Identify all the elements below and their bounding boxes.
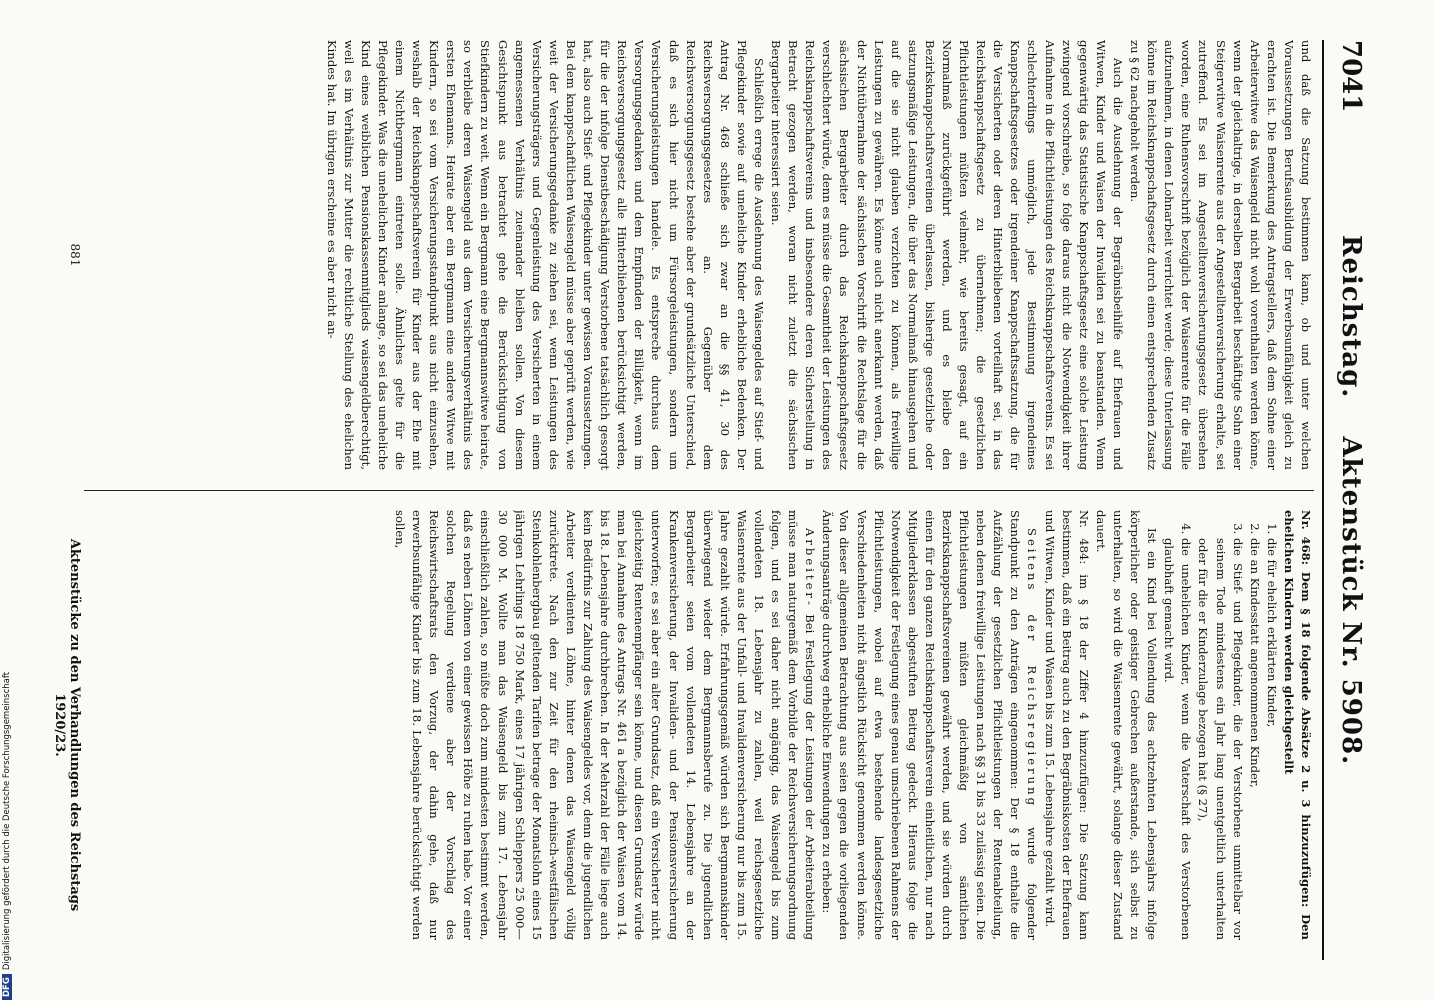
enumerated-list [1160,510,1280,940]
spaced-emphasis: Arbeiter- [803,528,818,608]
spaced-emphasis: Seitens der Reichsregierung [1025,528,1040,808]
paragraph: Ist ein Kind bei Vollendung des achtzehnten Lebensjahrs infolge körperlicher oder geistiger Gebrechen außerstande, sich selbst zu unterhalten, so wird die Waisenrente gewährt, solange dieser Zustand dauert. [1093,510,1160,940]
dfg-logo: DFG [2,974,12,1000]
header-aktenstueck: Aktenstück Nr. 5908. [1336,436,1366,766]
page-header [1322,40,1368,960]
list-item: 1. die für ehelich erklärten Kinder, [1263,538,1280,940]
paragraph-text: Bei Festlegung der Leistungen der Arbeiterabteilung müsse man naturgemäß dem Vorbilde der Reichsversicherungsordnung folgen, und es sei daher nicht angängig, das Waisengeld bis zum vollendeten 18. Lebensjahr zu zahlen, weil reichsgesetzliche Waisenrente aus der Unfall- und Invalidenversicherung nur bis zum 15. Jahre gezahlt würde. Erfahrungsgemäß würden sich Bergmannskinder überwiegend wieder dem Bergmannsberufe zu. Die jugendlichen Bergarbeiter seien vom vollendeten 14. Lebensjahre an der Krankenversicherung, der Invaliden- und der Pensionsversicherung unterworfen; es sei aber ein alter Grundsatz, daß ein Versicherter nicht gleichzeitig Rentenempfänger sein könne, und diesen Grundsatz würde man bei Annahme des Antrags Nr. 461 a bezüglich der Waisen vom 14. bis 18. Lebensjahre durchbrechen. In der Mehrzahl der Fälle liege auch kein Bedürfnis zur Zahlung des Waisengeldes vor, denn die jugendlichen Arbeiter verdienten Löhne, hinter denen das Waisengeld völlig zurücktrete. Nach den zur Zeit für den rheinisch-westfälischen Steinkohlenbergbau geltenden Tarifen betrage der Monatslohn eines 15 jährigen Lehrlings 18 750 Mark, eines 17 jährigen Schleppers 25 000—30 000 M. Wollte man das Waisengeld bis zum 17. Lebensjahr einschließlich zahlen, so müßte doch zum mindesten bestimmt werden, daß es neben Löhnen von einer gewissen Höhe zu ruhen habe. Vor einer solchen Regelung verdiene aber der Vorschlag des Reichswirtschaftsrats den Vorzug, der dahin gehe, daß nur erwerbsunfähige Kinder bis zum 18. Lebensjahre berücksichtigt werden sollen, [393,510,818,940]
header-reichstag: Reichstag. [1336,234,1366,399]
footer-page-number: 881 [68,243,82,267]
text-column-right [64,510,1314,940]
header-title [1336,40,1366,960]
paragraph-text: wurde folgender Standpunkt zu den Anträgen eingenommen: Der § 18 enthalte die Aufzählung der gesetzlichen Pflichtleistungen der Rentenabteilung, neben denen freiwillige Leistungen nach §§ 31 bis 33 zulässig seien. Die Pflichtleistungen müßten gleichmäßig von sämtlichen Bezirksknappschaftsvereinen gewährt werden, und sie würden durch einen für den ganzen Reichsknappschaftsverein einheitlichen, nur nach Mitgliederklassen abgestuften Beitrag gedeckt. Hieraus folge die Notwendigkeit der Festlegung eines genau umschriebenen Rahmens der Pflichtleistungen, wobei auf etwa bestehende landesgesetzliche Verschiedenheiten nicht ängstlich Rücksicht genommen werden könne. Von dieser allgemeinen Betrachtung aus seien gegen die vorliegenden Änderungsanträge durchweg erhebliche Einwendungen zu erheben: [820,510,1040,940]
paragraph-motion-484: Nr. 484: im § 18 der Ziffer 4 hinzuzufügen: Die Satzung kann bestimmen, daß ein Beitrag auch zu den Begräbniskosten der Ehefrauen und Witwen, Kinder und Waisen bis zum 15. Lebensjahre gezahlt wird. [1042,510,1091,940]
paragraph: Auch die Ausdehnung der Begräbnisbeihilfe auf Ehefrauen und Witwen, Kinder und Waisen der Invaliden sei zu beanstanden. Wenn gegenwärtig das Statistische Knappschaftsgesetz eine solche Leistung zwingend vorschreibe, so folge daraus nicht die Notwendigkeit ihrer Aufnahme in die Pflichtleistungen des Reichsknappschaftsvereins. Es sei schlechterdings unmöglich, jede Bestimmung irgendeines Knappschaftsgesetzes oder irgendeiner Knappschaftssatzung, die für die Versicherten oder deren Hinterbliebenen vorteilhaft sei, in das Reichsknappschaftsgesetz zu übernehmen; die gesetzlichen Pflichtleistungen müßten vielmehr, wie bereits gesagt, auf ein Normalmaß zurückgeführt werden, und es bleibe den Bezirksknappschaftsvereinen überlassen, bisherige gesetzliche oder satzungsmäßige Leistungen, die über das Normalmaß hinausgehen und auf die sie nicht glauben verzichten zu können, als freiwillige Leistungen zu gewähren. Es könne auch nicht anerkannt werden, daß der Nichtübernahme der sächsischen Vorschrift die Rechtslage für die sächsischen Bergarbeiter durch das Reichsknappschaftsgesetz verschlechtert würde, denn es müsse die Gesamtheit der Leistungen des Reichsknappschaftsvereins und insbesondere deren Sicherstellung in Betracht gezogen werden, woran nicht zuletzt die sächsischen Bergarbeiter interessiert seien. [769,40,1125,470]
list-item: 4. die unehelichen Kinder, wenn die Vaterschaft des Verstorbenen glaubhaft gemacht wird. [1160,538,1194,940]
paragraph-motion-468: Nr. 468: Dem § 18 folgende Absätze 2 u. 3 hinzuzufügen: Den ehelichen Kindern werden gleichgestellt [1281,510,1313,940]
footer-title: Aktenstücke zu den Verhandlungen des Reichstags 1920/23. [52,538,82,912]
column-divider [84,490,1314,491]
text-column-left [64,40,1314,470]
paragraph-arbeiter [391,510,818,940]
credit-text: Digitalisierung gefördert durch die Deutsche Forschungsgemeinschaft [2,671,12,971]
paragraph-government-position [818,510,1040,940]
page-number: 7041 [1336,40,1366,113]
paragraph: und daß die Satzung bestimmen kann, ob und unter welchen Voraussetzungen Berufsausbildung der Erwerbsunfähigkeit gleich zu erachten ist. Die Bemerkung des Antragstellers, daß dem Sohne einer Arbeiterwitwe das Waisengeld nicht wohl vorenthalten werden könne, wenn der gleichaltrige, in derselben Bergarbeit beschäftigte Sohn einer Steigerwitwe Waisenrente aus der Angestelltenversicherung erhalte, sei zutreffend. Es sei im Angestelltenversicherungsgesetz übersehen worden, eine Ruhensvorschrift bezüglich der Waisenrente für die Fälle aufzunehmen, in denen Lohnarbeit verrichtet werde; diese Unterlassung könne im Reichsknappschaftsgesetz durch einen entsprechenden Zusatz zu § 62 nachgeholt werden. [1128,40,1313,470]
list-item: 3. die Stief- und Pflegekinder, die der Verstorbene unmittelbar vor seinem Tode mindestens ein Jahr lang unentgeltlich unterhalten oder für die er Kinderzulage bezogen hat (§ 27), [1194,538,1245,940]
paragraph: Schließlich errege die Ausdehnung des Waisengeldes auf Stief- und Pflegekinder sowie auf uneheliche Kinder erhebliche Bedenken. Der Antrag Nr. 468 schließe sich zwar an die §§ 41, 30 des Reichsversorgungsgesetzes an. Gegenüber dem Reichsversorgungsgesetz bestehe aber der grundsätzliche Unterschied, daß es sich hier nicht um Fürsorgeleistungen, sondern um Versicherungsleistungen handele. Es entspreche durchaus dem Versorgungsgedanken und dem Empfinden der Billigkeit, wenn im Reichsversorgungsgesetz alle Hinterbliebenen berücksichtigt werden, für die der infolge Dienstbeschädigung Verstorbene tatsächlich gesorgt hat, also auch Stief- und Pflegekinder unter gewissen Voraussetzungen. Bei dem knappschaftlichen Waisengeld müsse aber geprüft werden, wie weit der Versicherungsgedanke zu ziehen sei, wenn Leistungen des Versicherungsträgers und Gegenleistung des Versicherten in einem angemessenen Verhältnis zueinander bleiben sollen. Von diesem Gesichtspunkt aus betrachtet gehe die Berücksichtigung von Stiefkindern zu weit. Wenn ein Bergmann eine Bergmannswitwe heirate, so verbleibe deren Waisengeld aus dem Versicherungsverhältnis des ersten Ehemanns. Heirate aber ein Bergmann eine andere Witwe mit Kindern, so sei vom Versicherungsstandpunkt aus nicht einzusehen, weshalb der Reichsknappschaftsverein für Kinder aus der Ehe mit einem Nichtbergmann eintreten solle. Ähnliches gelte für die Pflegekinder. Was die unehelichen Kinder anlange, so sei das uneheliche Kind eines weiblichen Pensionskassenmitglieds waisengeldberechtigt, weil es im Verhältnis zur Mutter die rechtliche Stellung des ehelichen Kindes hat. Im übrigen erscheine es aber nicht an- [324,40,766,470]
dfg-credit-line [2,610,16,1000]
list-item: 2. die an Kindesstatt angenommenen Kinder, [1246,538,1263,940]
